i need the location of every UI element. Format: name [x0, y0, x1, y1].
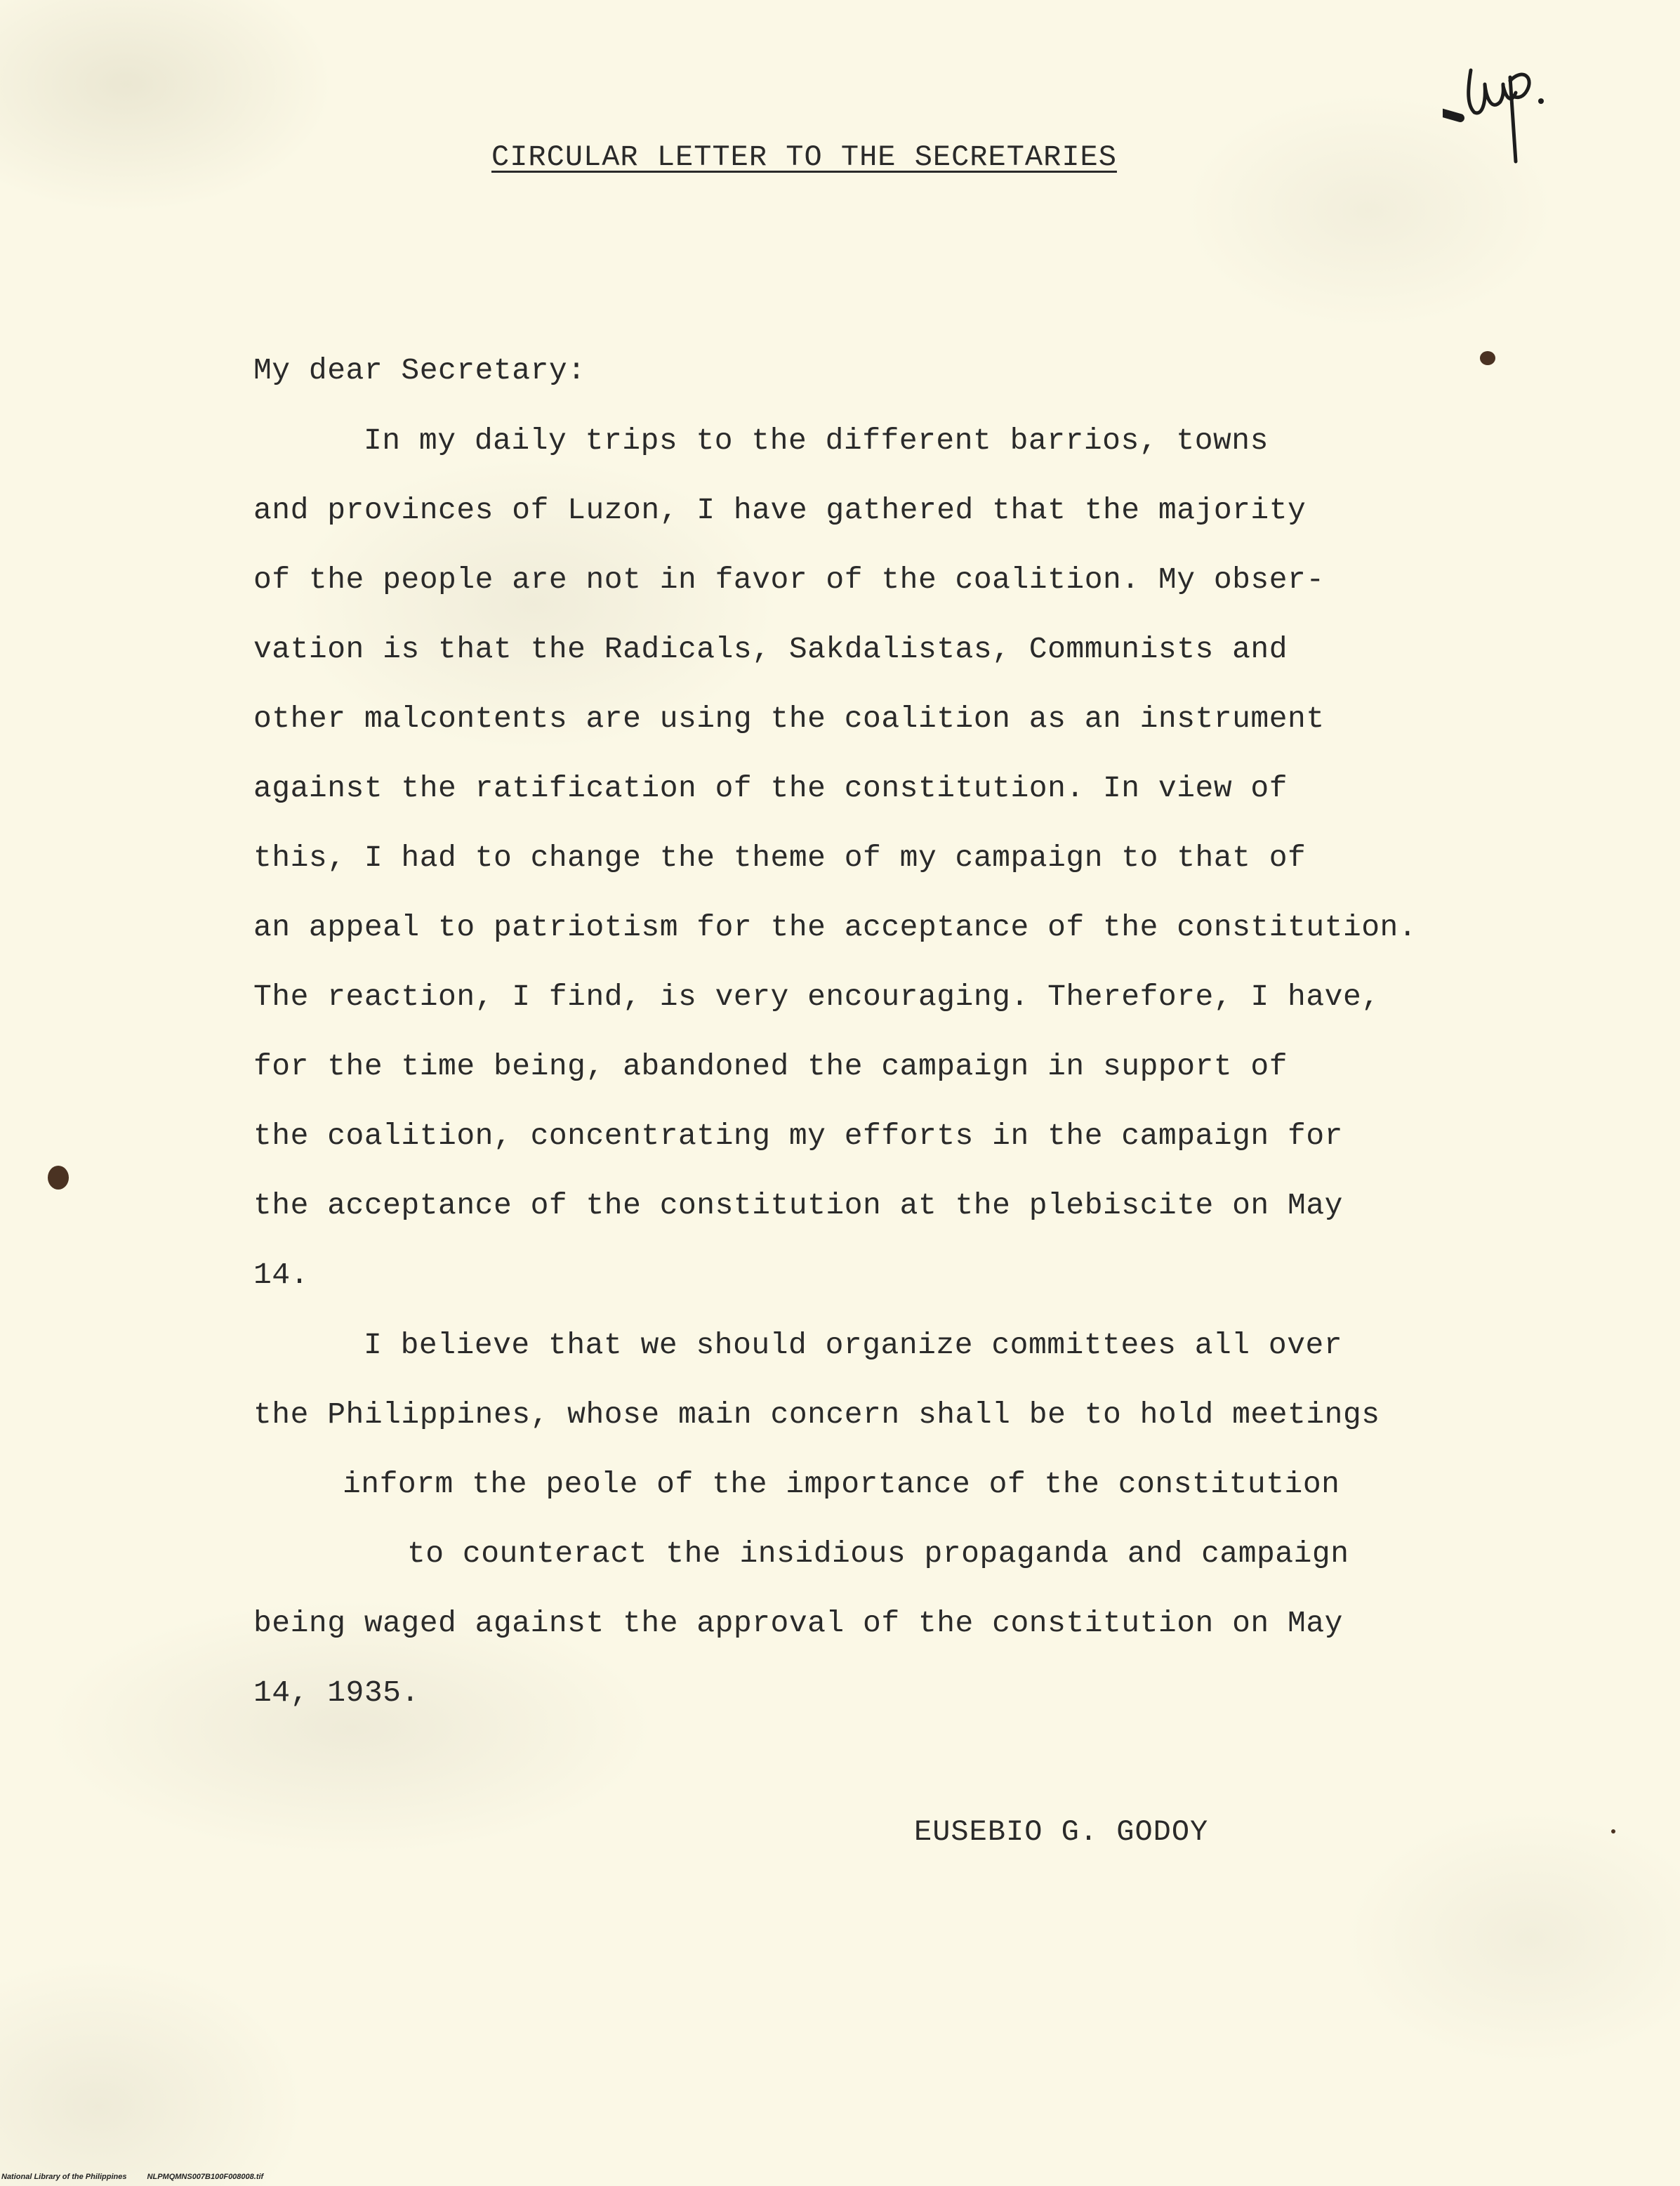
ink-stain: [48, 1166, 69, 1190]
letter-line: being waged against the approval of the constitution on May: [253, 1606, 1343, 1640]
handwritten-dup-annotation: [1443, 28, 1583, 169]
file-id: NLPMQMNS007B100F008008.tif: [147, 2173, 264, 2181]
letter-line: the acceptance of the constitution at the plebiscite on May: [253, 1188, 1343, 1223]
letter-line: for the time being, abandoned the campaign in support of: [253, 1049, 1288, 1084]
letter-line: inform the peole of the importance of the constitution: [343, 1467, 1340, 1501]
letter-title: CIRCULAR LETTER TO THE SECRETARIES: [491, 140, 1117, 174]
letter-line: the Philippines, whose main concern shall be to hold meetings: [253, 1397, 1380, 1432]
ink-stain: [1611, 1829, 1615, 1833]
letter-line: other malcontents are using the coalition as an instrument: [253, 702, 1325, 736]
letter-line: an appeal to patriotism for the acceptance of the constitution.: [253, 910, 1417, 944]
letter-line: I believe that we should organize committees all over: [364, 1328, 1343, 1362]
letter-line: to counteract the insidious propaganda and campaign: [407, 1536, 1349, 1571]
salutation: My dear Secretary:: [253, 353, 586, 388]
letter-line: this, I had to change the theme of my campaign to that of: [253, 841, 1307, 875]
archive-footer: [1, 2173, 282, 2181]
letter-line: In my daily trips to the different barrios, towns: [364, 423, 1269, 458]
letter-line: The reaction, I find, is very encouraging. Therefore, I have,: [253, 980, 1380, 1014]
library-name: National Library of the Philippines: [1, 2173, 127, 2181]
signature-name: EUSEBIO G. GODOY: [914, 1815, 1209, 1849]
letter-line: 14, 1935.: [253, 1675, 420, 1710]
letter-line: 14.: [253, 1258, 309, 1292]
ink-stain: [1480, 351, 1495, 365]
letter-line: vation is that the Radicals, Sakdalistas, Communists and: [253, 632, 1288, 666]
letter-line: and provinces of Luzon, I have gathered that the majority: [253, 493, 1307, 527]
letter-line: against the ratification of the constitution. In view of: [253, 771, 1288, 805]
letter-line: the coalition, concentrating my efforts in the campaign for: [253, 1119, 1343, 1153]
letter-line: of the people are not in favor of the coalition. My obser-: [253, 562, 1325, 597]
